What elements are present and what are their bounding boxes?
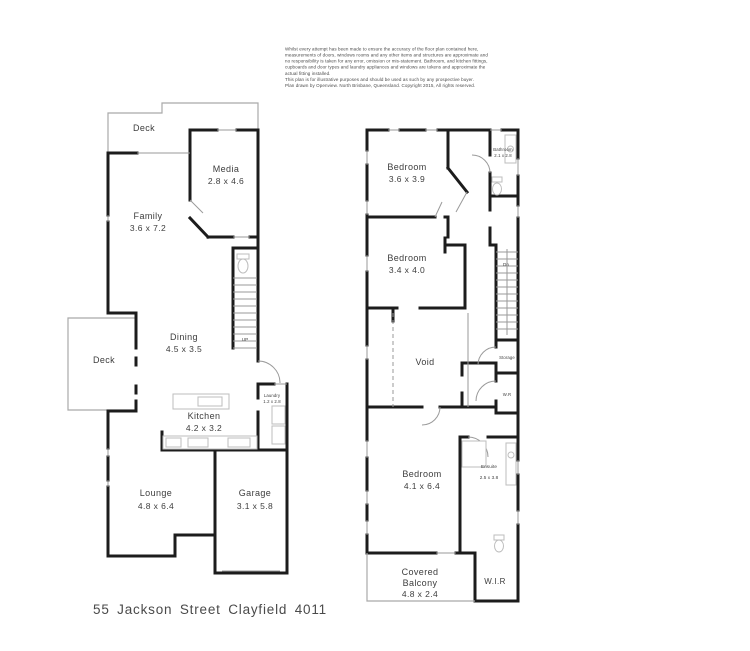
bathroom-toilet-tank <box>492 177 502 182</box>
lounge-dims: 4.8 x 6.4 <box>137 501 175 511</box>
balcony-dims: 4.8 x 2.4 <box>401 589 439 599</box>
door-arc <box>258 361 280 383</box>
dining-dims: 4.5 x 3.5 <box>165 344 203 354</box>
toilet-tank <box>237 254 249 259</box>
ensuite-label: Ensuite <box>480 464 498 469</box>
laundry-label: Laundry <box>263 393 281 398</box>
disclaimer-line: measurements of doors, windows rooms and any other items and structures are approximate and <box>285 52 488 58</box>
bedroom2-dims: 3.4 x 4.0 <box>388 265 426 275</box>
ensuite-toilet-bowl <box>495 540 504 552</box>
family-label: Family <box>133 211 163 221</box>
garage-label: Garage <box>238 488 272 498</box>
wir-label: W.I.R <box>484 577 506 586</box>
stairs-up-label: UP <box>241 337 249 342</box>
ground-floor-plan <box>60 98 310 583</box>
kitchen-label: Kitchen <box>187 411 221 421</box>
bedroom1-dims: 3.6 x 3.9 <box>388 174 426 184</box>
toilet-bowl <box>238 259 248 273</box>
media-door-leaf <box>190 200 203 213</box>
bathroom-dims: 2.1 x 2.8 <box>494 153 512 158</box>
dryer <box>272 426 285 444</box>
storage-label: Storage <box>499 355 515 360</box>
laundry-dims: 1.2 x 2.8 <box>263 399 281 404</box>
media-label: Media <box>212 164 240 174</box>
bathroom-label: Bathroom <box>493 147 513 152</box>
stairs-dn-label: Dn <box>502 262 510 267</box>
upper-floor-plan <box>360 125 525 610</box>
ensuite-toilet-tank <box>494 535 504 540</box>
bedroom3-dims: 4.1 x 6.4 <box>403 481 441 491</box>
door-leaves <box>435 192 467 217</box>
balcony-label-line2: Balcony <box>402 578 438 588</box>
bedroom1-label: Bedroom <box>387 162 427 172</box>
family-dims: 3.6 x 7.2 <box>129 223 167 233</box>
deck-side-label: Deck <box>92 355 116 365</box>
dining-label: Dining <box>170 332 198 342</box>
cooktop <box>228 438 250 447</box>
fridge <box>166 438 181 447</box>
ensuite-vanity <box>506 443 516 485</box>
upper-floor-walls <box>367 130 518 601</box>
disclaimer-line: This plan is for illustrative purposes and should be used as such by any prospective buyer. <box>285 76 474 82</box>
media-dims: 2.8 x 4.6 <box>207 176 245 186</box>
disclaimer-line: cupboards and door types and laundry appliances and windows are tokens and approximate the <box>285 64 486 70</box>
disclaimer-line: actual fitting installed. <box>285 70 331 76</box>
disclaimer-block <box>285 46 515 88</box>
bench-unit <box>188 438 208 447</box>
disclaimer-line: Plan drawn by Openview. North Brisbane, Queensland. Copyright 2015, All rights reserved. <box>285 82 476 88</box>
disclaimer-line: Whilst every attempt has been made to ensure the accuracy of the floor plan contained here, <box>285 46 479 52</box>
ground-labels <box>93 123 281 511</box>
disclaimer-line: no responsibility is taken for any error, omission or mis-statement. Bathroom, and kitchen fittings, <box>285 58 488 64</box>
door-arcs <box>422 155 496 457</box>
bedroom3-label: Bedroom <box>402 469 442 479</box>
garage-dims: 3.1 x 5.8 <box>236 501 274 511</box>
kitchen-dims: 4.2 x 3.2 <box>185 423 223 433</box>
bathroom-toilet-bowl <box>493 183 502 195</box>
ensuite-dims: 2.5 x 3.8 <box>479 475 499 480</box>
upper-stairs <box>496 249 518 335</box>
wr-label: W.R <box>502 392 512 397</box>
balcony-label-line1: Covered <box>401 567 439 577</box>
address-caption: 55 Jackson Street Clayfield 4011 <box>93 602 327 617</box>
ensuite-basin <box>508 452 514 458</box>
kitchen-sink <box>198 397 222 406</box>
void-label: Void <box>415 357 435 367</box>
washing-machine <box>272 406 285 424</box>
deck-top-label: Deck <box>132 123 156 133</box>
lounge-label: Lounge <box>139 488 173 498</box>
bedroom2-label: Bedroom <box>387 253 427 263</box>
ground-stairs <box>233 278 257 348</box>
